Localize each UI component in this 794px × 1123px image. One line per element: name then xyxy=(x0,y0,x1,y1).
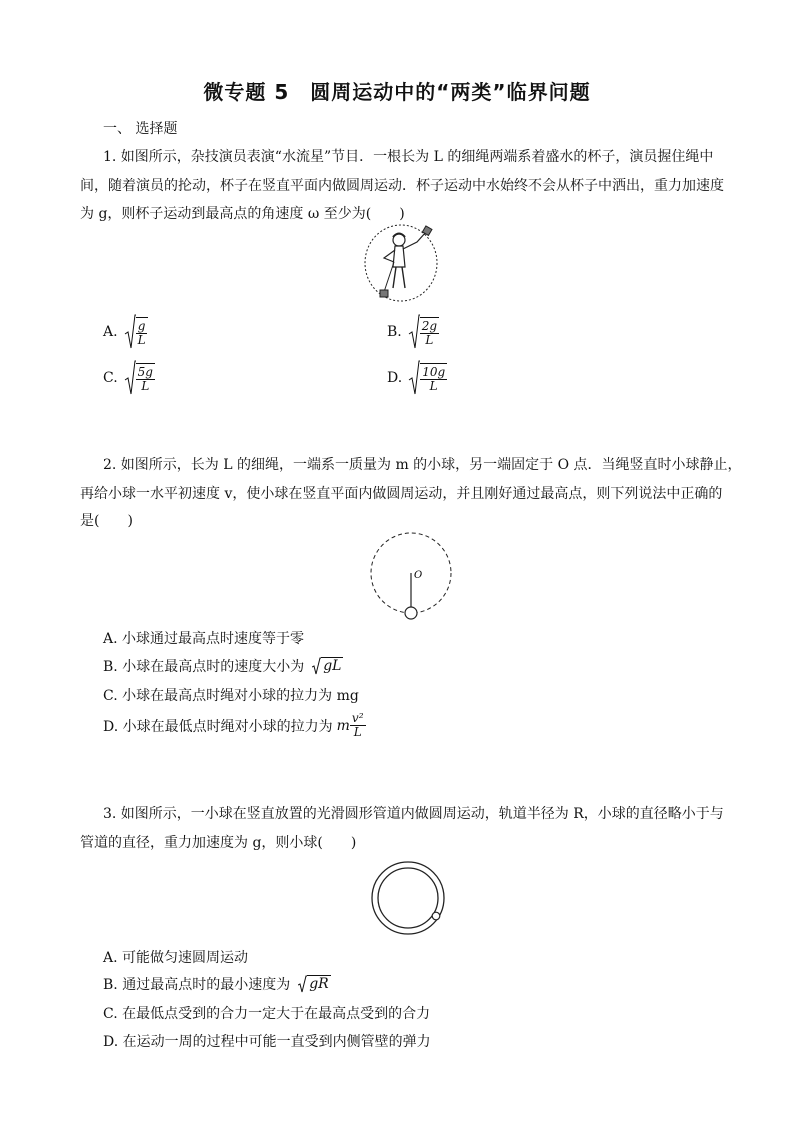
fraction-numerator: 5g xyxy=(137,365,153,379)
mass-symbol: m xyxy=(336,717,350,734)
q1-option-d-label: D. xyxy=(387,370,403,386)
fraction-numerator: 10g xyxy=(422,365,446,379)
q2-option-b-text: B. 小球在最高点时的速度大小为 xyxy=(103,659,305,675)
pendulum-circle-figure xyxy=(368,530,456,620)
q2-text-line2: 再给小球一水平初速度 v，使小球在竖直平面内做圆周运动，并且刚好通过最高点，则下列说法中正确的 xyxy=(80,486,723,502)
q1-option-d[interactable] xyxy=(387,360,447,396)
fraction xyxy=(350,712,366,739)
q2-option-d[interactable] xyxy=(103,712,366,739)
section-heading: 一、 选择题 xyxy=(103,121,178,137)
fraction-numerator: v² xyxy=(351,711,364,725)
fraction-numerator: g xyxy=(137,319,146,333)
q1-text-line2: 间，随着演员的抡动，杯子在竖直平面内做圆周运动．杯子运动中水始终不会从杯子中洒出，重力加速度 xyxy=(80,178,724,194)
fraction-denominator: L xyxy=(141,379,150,393)
q1-option-a-label: A. xyxy=(103,324,118,340)
q1-option-b-label: B. xyxy=(387,324,402,340)
q3-option-b[interactable] xyxy=(103,974,331,994)
q2-option-d-text: D. 小球在最低点时绳对小球的拉力为 xyxy=(103,718,333,735)
sqrt-expression xyxy=(312,657,343,675)
q1-option-c-label: C. xyxy=(103,370,118,386)
sqrt-expression xyxy=(124,360,155,396)
q3-text-line1: 3. 如图所示，一小球在竖直放置的光滑圆形管道内做圆周运动，轨道半径为 R，小球的直径略小于与 xyxy=(103,806,724,822)
q2-option-a[interactable]: A. 小球通过最高点时速度等于零 xyxy=(103,631,305,647)
tube-ring-figure xyxy=(368,858,448,938)
q2-text-line3: 是( ) xyxy=(80,513,133,529)
sqrt-expression xyxy=(298,975,331,993)
sqrt-expression xyxy=(124,314,148,350)
q1-option-b[interactable] xyxy=(387,314,439,350)
q3-option-b-text: B. 通过最高点时的最小速度为 xyxy=(103,977,291,993)
fraction-denominator: L xyxy=(425,333,434,347)
q1-option-a[interactable] xyxy=(103,314,148,350)
q3-option-c[interactable]: C. 在最低点受到的合力一定大于在最高点受到的合力 xyxy=(103,1006,431,1022)
q2-text-line1: 2. 如图所示，长为 L 的细绳，一端系一质量为 m 的小球，另一端固定于 O 点．当绳竖直时小球静止， xyxy=(103,457,742,473)
q1-option-c[interactable] xyxy=(103,360,155,396)
fraction-denominator: L xyxy=(429,379,438,393)
q1-text-line1: 1. 如图所示，杂技演员表演“水流星”节目．一根长为 L 的细绳两端系着盛水的杯子，演员握住绳中 xyxy=(103,149,714,165)
point-o-label: O xyxy=(414,570,423,581)
q2-option-b[interactable] xyxy=(103,656,343,676)
sqrt-expression xyxy=(408,360,447,396)
q3-option-a[interactable]: A. 可能做匀速圆周运动 xyxy=(103,950,249,966)
q2-option-c[interactable]: C. 小球在最高点时绳对小球的拉力为 mg xyxy=(103,688,359,704)
sqrt-radicand: gL xyxy=(323,658,342,674)
q3-option-d[interactable]: D. 在运动一周的过程中可能一直受到内侧管壁的弹力 xyxy=(103,1034,431,1050)
page-title: 微专题 5 圆周运动中的“两类”临界问题 xyxy=(203,80,591,104)
fraction-numerator: 2g xyxy=(421,319,438,333)
fraction-denominator: L xyxy=(137,333,146,347)
q3-text-line2: 管道的直径，重力加速度为 g，则小球( ) xyxy=(80,835,357,851)
sqrt-radicand: gR xyxy=(309,976,329,992)
sqrt-expression xyxy=(408,314,439,350)
performer-figure xyxy=(362,222,440,304)
fraction-denominator: L xyxy=(353,725,362,739)
q1-text-line3: 为 g，则杯子运动到最高点的角速度 ω 至少为( ) xyxy=(80,206,405,222)
